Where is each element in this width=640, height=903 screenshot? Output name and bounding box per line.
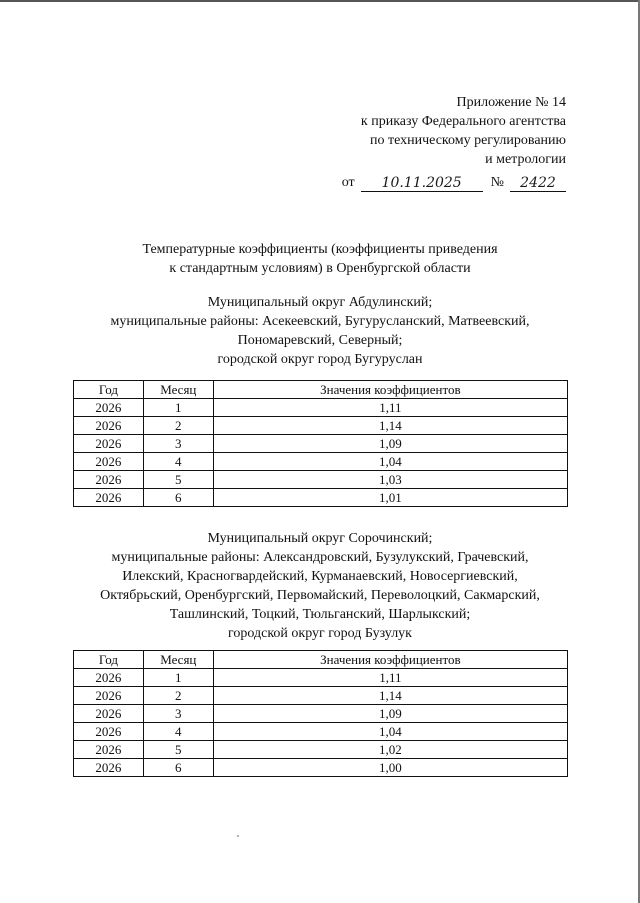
cell-value: 1,14 (213, 417, 567, 435)
cell-value: 1,03 (213, 471, 567, 489)
cell-year: 2026 (74, 489, 144, 507)
region-heading-line: Муниципальный округ Сорочинский; (207, 531, 433, 546)
cell-month: 2 (143, 687, 213, 705)
region-heading-line: городской округ город Бузулук (228, 626, 412, 641)
table-row (74, 453, 568, 471)
region-heading-line: Илекский, Красногвардейский, Курманаевский, Новосергиевский, (122, 569, 518, 584)
column-header-value: Значения коэффициентов (213, 381, 567, 399)
appendix-line: Приложение № 14 (456, 95, 566, 110)
cell-value: 1,04 (213, 453, 567, 471)
column-header-year: Год (74, 651, 144, 669)
table-row (74, 723, 568, 741)
cell-year: 2026 (74, 453, 144, 471)
table-header-row (74, 651, 568, 669)
table-row (74, 489, 568, 507)
cell-year: 2026 (74, 705, 144, 723)
cell-value: 1,09 (213, 435, 567, 453)
order-date-number-line (342, 173, 566, 192)
table-row (74, 669, 568, 687)
cell-year: 2026 (74, 435, 144, 453)
table-row (74, 705, 568, 723)
table-row (74, 435, 568, 453)
column-header-year: Год (74, 381, 144, 399)
cell-value: 1,11 (213, 399, 567, 417)
table-row (74, 687, 568, 705)
cell-month: 5 (143, 471, 213, 489)
cell-value: 1,00 (213, 759, 567, 777)
title-line: к стандартным условиям) в Оренбургской области (169, 261, 471, 276)
coefficients-table-sorochinsky (73, 650, 568, 777)
cell-value: 1,09 (213, 705, 567, 723)
region-heading-line: Муниципальный округ Абдулинский; (207, 295, 433, 310)
cell-value: 1,01 (213, 489, 567, 507)
cell-month: 5 (143, 741, 213, 759)
scan-edge-top (0, 0, 640, 2)
region-heading-line: Ташлинский, Тоцкий, Тюльганский, Шарлыкский; (169, 607, 471, 622)
coefficients-table-abdulinsky (73, 380, 568, 507)
appendix-line: по техническому регулированию (369, 133, 566, 148)
cell-year: 2026 (74, 669, 144, 687)
document-title (0, 240, 640, 278)
table-header-row (74, 381, 568, 399)
cell-month: 4 (143, 723, 213, 741)
cell-year: 2026 (74, 741, 144, 759)
cell-year: 2026 (74, 687, 144, 705)
number-prefix: № (490, 175, 504, 190)
cell-month: 3 (143, 705, 213, 723)
cell-value: 1,02 (213, 741, 567, 759)
appendix-block (342, 93, 566, 192)
cell-year: 2026 (74, 723, 144, 741)
cell-month: 1 (143, 399, 213, 417)
cell-year: 2026 (74, 417, 144, 435)
title-line: Температурные коэффициенты (коэффициенты приведения (142, 242, 498, 257)
column-header-month: Месяц (143, 381, 213, 399)
cell-year: 2026 (74, 471, 144, 489)
table-row (74, 759, 568, 777)
table-row (74, 471, 568, 489)
column-header-value: Значения коэффициентов (213, 651, 567, 669)
cell-month: 6 (143, 489, 213, 507)
column-header-month: Месяц (143, 651, 213, 669)
cell-month: 1 (143, 669, 213, 687)
cell-value: 1,11 (213, 669, 567, 687)
handwritten-number: 2422 (510, 175, 566, 192)
cell-value: 1,04 (213, 723, 567, 741)
cell-value: 1,14 (213, 687, 567, 705)
region-heading-line: муниципальные районы: Асекеевский, Бугурусланский, Матвеевский, (110, 314, 530, 329)
cell-month: 2 (143, 417, 213, 435)
cell-month: 6 (143, 759, 213, 777)
appendix-line: к приказу Федерального агентства (360, 114, 566, 129)
region-heading-line: муниципальные районы: Александровский, Бузулукский, Грачевский, (111, 550, 529, 565)
table-row (74, 399, 568, 417)
cell-year: 2026 (74, 759, 144, 777)
date-prefix: от (341, 175, 355, 190)
scan-speck (237, 835, 239, 837)
cell-month: 3 (143, 435, 213, 453)
table-row (74, 417, 568, 435)
region-heading-line: Пономаревский, Северный; (237, 333, 403, 348)
cell-year: 2026 (74, 399, 144, 417)
region-heading-line: городской округ город Бугуруслан (217, 352, 423, 367)
region-heading-sorochinsky (60, 529, 580, 643)
region-heading-abdulinsky (60, 293, 580, 369)
region-heading-line: Октябрьский, Оренбургский, Первомайский, Переволоцкий, Сакмарский, (100, 588, 540, 603)
cell-month: 4 (143, 453, 213, 471)
table-row (74, 741, 568, 759)
handwritten-date: 10.11.2025 (361, 175, 483, 192)
appendix-line: и метрологии (485, 152, 566, 167)
